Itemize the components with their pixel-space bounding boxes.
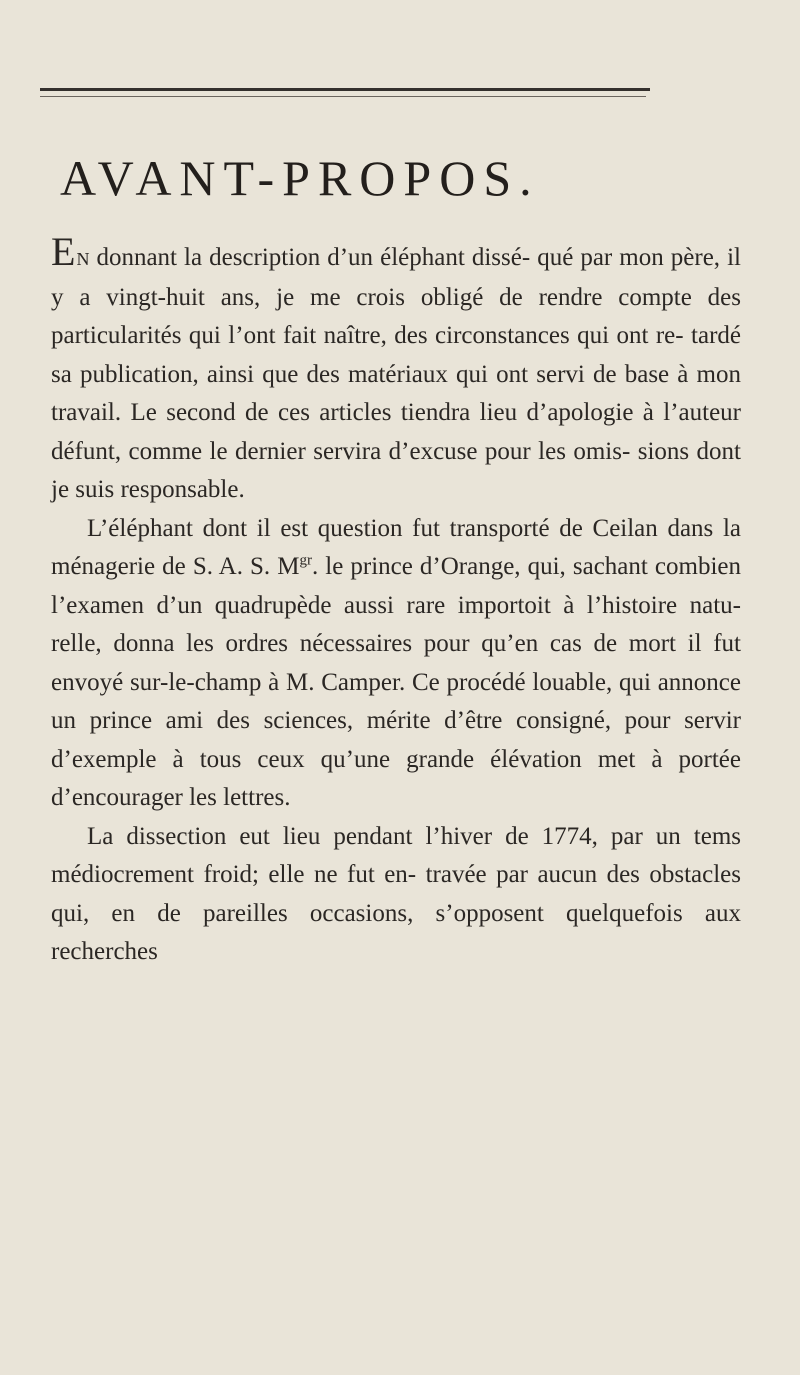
header-rule-thin xyxy=(40,96,646,97)
paragraph-1-text: donnant la description d’un éléphant dissé- qué par mon père, il y a vingt-huit ans, je me crois obligé de rendre compte des particularités qui l’ont fait naître, des circonstances qui ont re- tardé sa publication, ainsi que des matériaux qui ont servi de base à mon travail. Le second de ces articles tiendra lieu d’apologie à l’auteur défunt, comme le dernier servira d’excuse pour les omis- sions dont je suis responsable. xyxy=(51,244,741,503)
header-rule xyxy=(40,88,650,91)
drop-cap: E xyxy=(51,229,76,274)
paragraph-3-text: La dissection eut lieu pendant l’hiver de 1774, par un tems médiocrement froid; elle ne fut en- travée par aucun des obstacles qui, en de pareilles occasions, s’opposent quelquefois aux recherches xyxy=(51,822,741,965)
paragraph-2 xyxy=(51,510,741,818)
paragraph-2-text-after: . le prince d’Orange, qui, sachant combien l’examen d’un quadrupède aussi rare importoit à l’histoire natu- relle, donna les ordres nécessaires pour qu’en cas de mort il fut envoyé sur-le-champ à M. Camper. Ce procédé louable, qui annonce un prince ami des sciences, mérite d’être consigné, pour servir d’exemple à tous ceux qu’une grande élévation met à portée d’encourager les lettres. xyxy=(51,553,741,811)
small-caps: N xyxy=(76,249,91,269)
paragraph-1 xyxy=(51,229,741,510)
paragraph-2-text-before: L’éléphant dont il est question fut transporté de Ceilan dans la ménagerie de S. A. S. M xyxy=(51,514,741,580)
superscript: gr xyxy=(299,552,312,569)
body-text xyxy=(51,229,741,972)
page-title: AVANT-PROPOS. xyxy=(60,150,540,206)
paragraph-3 xyxy=(51,818,741,972)
